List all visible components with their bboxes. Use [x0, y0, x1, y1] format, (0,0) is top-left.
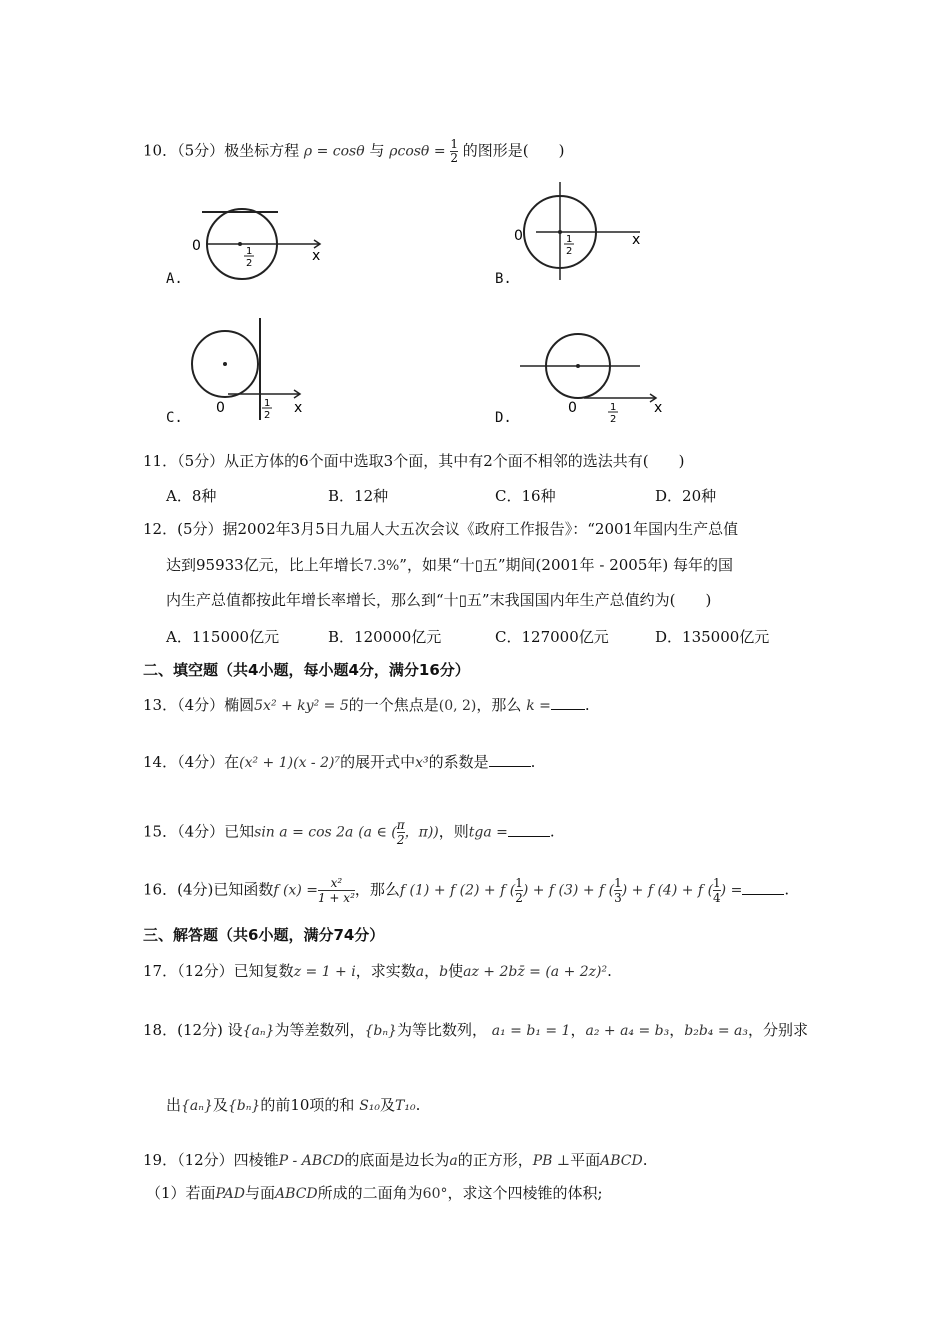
- svg-text:2: 2: [246, 258, 253, 269]
- svg-text:0: 0: [192, 238, 201, 254]
- q12-option-b[interactable]: B．120000亿元: [328, 628, 442, 646]
- q10-stem: 10．（5分）极坐标方程 ρ = cosθ 与 ρcosθ = $\frac{1}{2}$ 的图形是( ): [143, 137, 565, 165]
- svg-text:1: 1: [610, 402, 617, 413]
- figure-b: [508, 180, 668, 280]
- svg-text:1: 1: [566, 234, 573, 245]
- svg-text:0: 0: [514, 228, 523, 244]
- q15: 15．（4分）已知sin a = cos 2a (a ∈ ( $\frac{\pi}{2}$ ，π))，则tga = .: [143, 818, 555, 847]
- svg-text:2: 2: [566, 246, 573, 257]
- q14: 14．（4分）在(x² + 1)(x - 2)⁷的展开式中x³的系数是 .: [143, 753, 536, 771]
- svg-text:1: 1: [264, 398, 271, 409]
- q11-option-d[interactable]: D．20种: [655, 487, 717, 505]
- q18-line2: 出{aₙ}及{bₙ}的前10项的和 S₁₀及T₁₀.: [166, 1096, 421, 1114]
- figure-d: [516, 330, 676, 430]
- q19-sub1: （1）若面PAD与面ABCD所成的二面角为60°，求这个四棱锥的体积;: [146, 1184, 603, 1202]
- q12-line3: 内生产总值都按此年增长率增长，那么到“十▯五”末我国国内年生产总值约为( ): [166, 591, 712, 609]
- section-2-heading: 二、填空题（共4小题，每小题4分，满分16分）: [143, 661, 470, 679]
- q15-answer-blank[interactable]: [508, 822, 550, 837]
- svg-text:0: 0: [216, 400, 225, 416]
- svg-text:1: 1: [246, 246, 253, 257]
- q16: 16．(4分)已知函数f (x) = $\frac{\text{x²}}{\text{1 + x²}}$ ，那么f (1) + f (2) + f ( $\frac{1}{2}$ ) + f (3) + f ( $\frac{1}{3}$ ) + f (4) + f ( $\frac{1}{4}$ ) = .: [143, 876, 790, 905]
- figure-a: [180, 200, 340, 280]
- svg-text:x: x: [632, 232, 641, 248]
- svg-text:2: 2: [264, 410, 271, 421]
- option-c-label[interactable]: C.: [166, 410, 183, 426]
- q11-option-c[interactable]: C．16种: [495, 487, 556, 505]
- q11-option-a[interactable]: A．8种: [166, 487, 217, 505]
- q19-line1: 19．（12分）四棱锥P - ABCD的底面是边长为a的正方形，PB ⊥平面ABCD.: [143, 1151, 648, 1169]
- svg-text:x: x: [312, 248, 321, 264]
- svg-text:x: x: [294, 400, 303, 416]
- figure-c: [180, 316, 320, 426]
- svg-text:2: 2: [610, 414, 617, 425]
- q12-line2: 达到95933亿元，比上年增长7.3%”，如果“十▯五”期间(2001年 - 2005年) 每年的国: [166, 556, 733, 574]
- section-3-heading: 三、解答题（共6小题，满分74分）: [143, 926, 385, 944]
- option-d-label[interactable]: D.: [495, 410, 512, 426]
- q16-answer-blank[interactable]: [742, 880, 784, 895]
- svg-text:0: 0: [568, 400, 577, 416]
- q13-answer-blank[interactable]: [551, 695, 585, 710]
- svg-text:x: x: [654, 400, 663, 416]
- q12-option-d[interactable]: D．135000亿元: [655, 628, 770, 646]
- q12-option-a[interactable]: A．115000亿元: [166, 628, 280, 646]
- q13: 13．（4分）椭圆5x² + ky² = 5的一个焦点是(0, 2)，那么 k = .: [143, 696, 590, 714]
- q17: 17．（12分）已知复数z = 1 + i，求实数a，b使az + 2bz̄ = (a + 2z)².: [143, 962, 612, 980]
- option-b-label[interactable]: B.: [495, 271, 512, 287]
- q12-line1: 12．(5分）据2002年3月5日九届人大五次会议《政府工作报告》：“2001年国内生产总值: [143, 520, 739, 538]
- q14-answer-blank[interactable]: [489, 752, 531, 767]
- option-a-label[interactable]: A.: [166, 271, 183, 287]
- q11-stem: 11．（5分）从正方体的6个面中选取3个面，其中有2个面不相邻的选法共有( ): [143, 452, 685, 470]
- q12-option-c[interactable]: C．127000亿元: [495, 628, 609, 646]
- q11-option-b[interactable]: B．12种: [328, 487, 389, 505]
- q18-line1: 18．(12分) 设{aₙ}为等差数列，{bₙ}为等比数列， a₁ = b₁ = 1，a₂ + a₄ = b₃，b₂b₄ = a₃，分别求: [143, 1021, 809, 1039]
